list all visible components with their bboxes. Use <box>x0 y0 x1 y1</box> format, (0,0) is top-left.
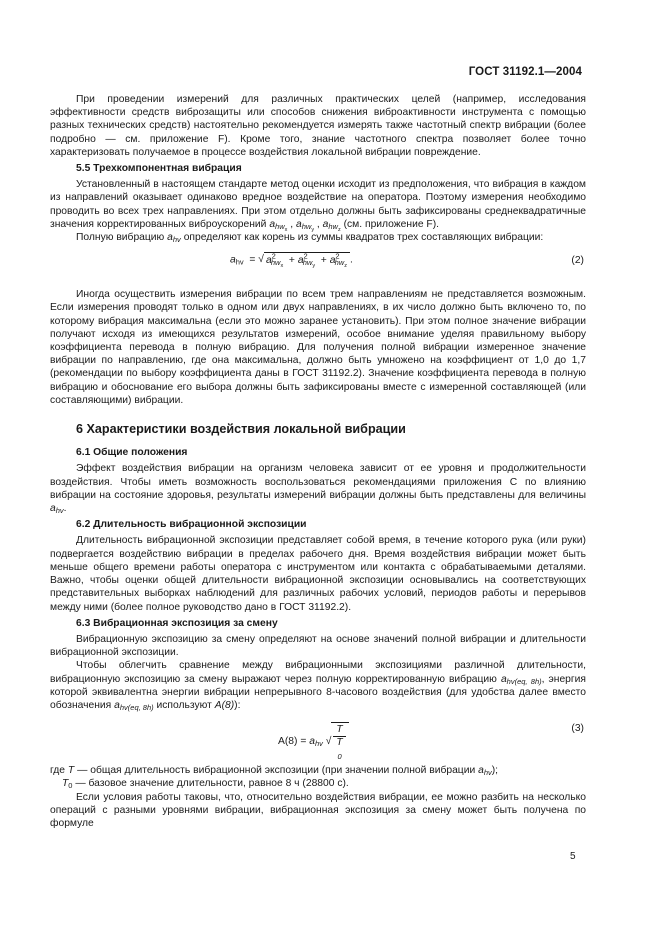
paragraph-multiple-operations: Если условия работы таковы, что, относительно воздействия вибрации, ее можно разбить на несколько операций с разными уровнями вибрации, вибрационная экспозиция за смену может быть получена по формуле <box>50 791 586 829</box>
page-number: 5 <box>570 851 576 862</box>
where-t0-definition: $T_0$ — базовое значение длительности, равное 8 ч (28800 с). <box>62 778 349 791</box>
paragraph-comparison: Чтобы облегчить сравнение между вибрационными экспозициями различной длительности, вибрационную экспозицию за смену выражают через полную корректированную вибрацию $a_{hv(eq, 8h)}$, энергия которой эквивалентна энергии вибрации непрерывного 8-часового воздействия (для удобства далее вместо обозначения $a_{hv(eq, 8h)}$ используют A(8)): <box>50 660 586 712</box>
sqrt-sign-icon: √ <box>258 254 264 266</box>
paragraph-total-vibration: Полную вибрацию $a_{hv}$ определяют как корень из суммы квадратов трех составляющих вибрации: <box>76 232 544 245</box>
paragraph-three-directions: Установленный в настоящем стандарте метод оценки исходит из предположения, что вибрация в каждом из направлений оказывает одинаково вредное воздействие на оператора. Поэтому измерения необходимо проводить во всех трех направлениях. При этом отдельно должны быть зафиксированы среднеквадратичные значения корректированных виброускорений $a_{hw_x}$ , $a_{hw_y}$ , $a_{hw_z}$ (см. приложение F). <box>50 179 586 233</box>
paragraph-frequency-spectrum: При проведении измерений для различных практических целей (например, исследования эффективности средств виброзащиты или способов снижения виброактивности инструмента с помощью разных технических средств) настоятельно рекомендуется измерять также частотный спектр вибрации (более подробно — см. приложение F). Кроме того, знание частотного спектра позволяет более точно характеризовать получаемое в процессе воздействия локальной вибрации повреждение. <box>50 94 586 158</box>
formula-3-expression: $A(8) = a_{hv}$ √ T T $_0$ <box>278 722 349 761</box>
paragraph-partial-measurement: Иногда осуществить измерения вибрации по всем трем направлениям не представляется возможным. Если измерения проводят только в одном или двух направлениях, в их число должно быть включено то, по которому вибрация максимальна (если это можно заранее установить). При этом полное значение вибрации получают исходя из имеющихся результатов измерений, особое внимание уделяя правильному выбору коэффициента перевода в полную вибрацию. Для получения полной вибрации измеренное значение вибрации по направлению, где она максимальна, должно быть умножено на коэффициент от 1,0 до 1,7 (рекомендации по выбору коэффициента даны в ГОСТ 31192.2). Значение коэффициента перевода в полную вибрацию и обоснование его выбора должны быть зафиксированы вместе с измеренной составляющей (или составляющими) вибрации. <box>50 289 586 406</box>
where-t-definition: где T — общая длительность вибрационной экспозиции (при значении полной вибрации $a_{hv}$); <box>50 765 499 778</box>
paragraph-daily-exposure: Вибрационную экспозицию за смену определяют на основе значений полной вибрации и длительности вибрационной экспозиции. <box>50 633 586 659</box>
heading-6-1: 6.1 Общие положения <box>76 447 188 459</box>
radicand <box>331 722 348 761</box>
formula-3-number: (3) <box>571 723 584 735</box>
paragraph-general: Эффект воздействия вибрации на организм человека зависит от ее уровня и продолжительности воздействия. Чтобы иметь возможность воспользоваться рекомендациями приложения С по влиянию вибрации на состояние здоровья, результаты измерений вибрации должны быть представлены для величины $a_{hv}$. <box>50 463 586 516</box>
formula-2-number: (2) <box>571 255 584 267</box>
heading-6-3: 6.3 Вибрационная экспозиция за смену <box>76 617 278 629</box>
sqrt-sign-icon: √ <box>325 736 332 748</box>
radicand: $a^2_{hw_x} + a^2_{hw_y} + a^2_{hw_z}$ <box>264 252 350 267</box>
standard-header: ГОСТ 31192.1—2004 <box>468 66 582 78</box>
heading-6-2: 6.2 Длительность вибрационной экспозиции <box>76 519 307 531</box>
page-content <box>50 93 586 830</box>
formula-2 <box>50 248 586 282</box>
heading-section-6: 6 Характеристики воздействия локальной вибрации <box>76 422 406 437</box>
heading-5-5: 5.5 Трехкомпонентная вибрация <box>76 163 242 175</box>
paragraph-exposure-duration: Длительность вибрационной экспозиции представляет собой время, в течение которого рука (или руки) подвергается воздействию вибрации в пределах рабочего дня. Время воздействия вибрации может быть меньше общего времени работы оператора с инструментом или контакта с обрабатываемыми деталями. Важно, чтобы оценки общей длительности вибрационной экспозиции основывались на соответствующих представительных выборках наблюдений для различных рабочих условий, периодов работы и перерывов между ними (более полное руководство дано в ГОСТ 31192.2). <box>50 535 586 613</box>
formula-3 <box>50 716 586 760</box>
formula-2-expression: $a_{hv}$ = √ $a^2_{hw_x} + a^2_{hw_y} + a^2_{hw_z}$. <box>230 251 353 270</box>
fraction-t-over-t0: T T $_0$ <box>333 724 345 761</box>
